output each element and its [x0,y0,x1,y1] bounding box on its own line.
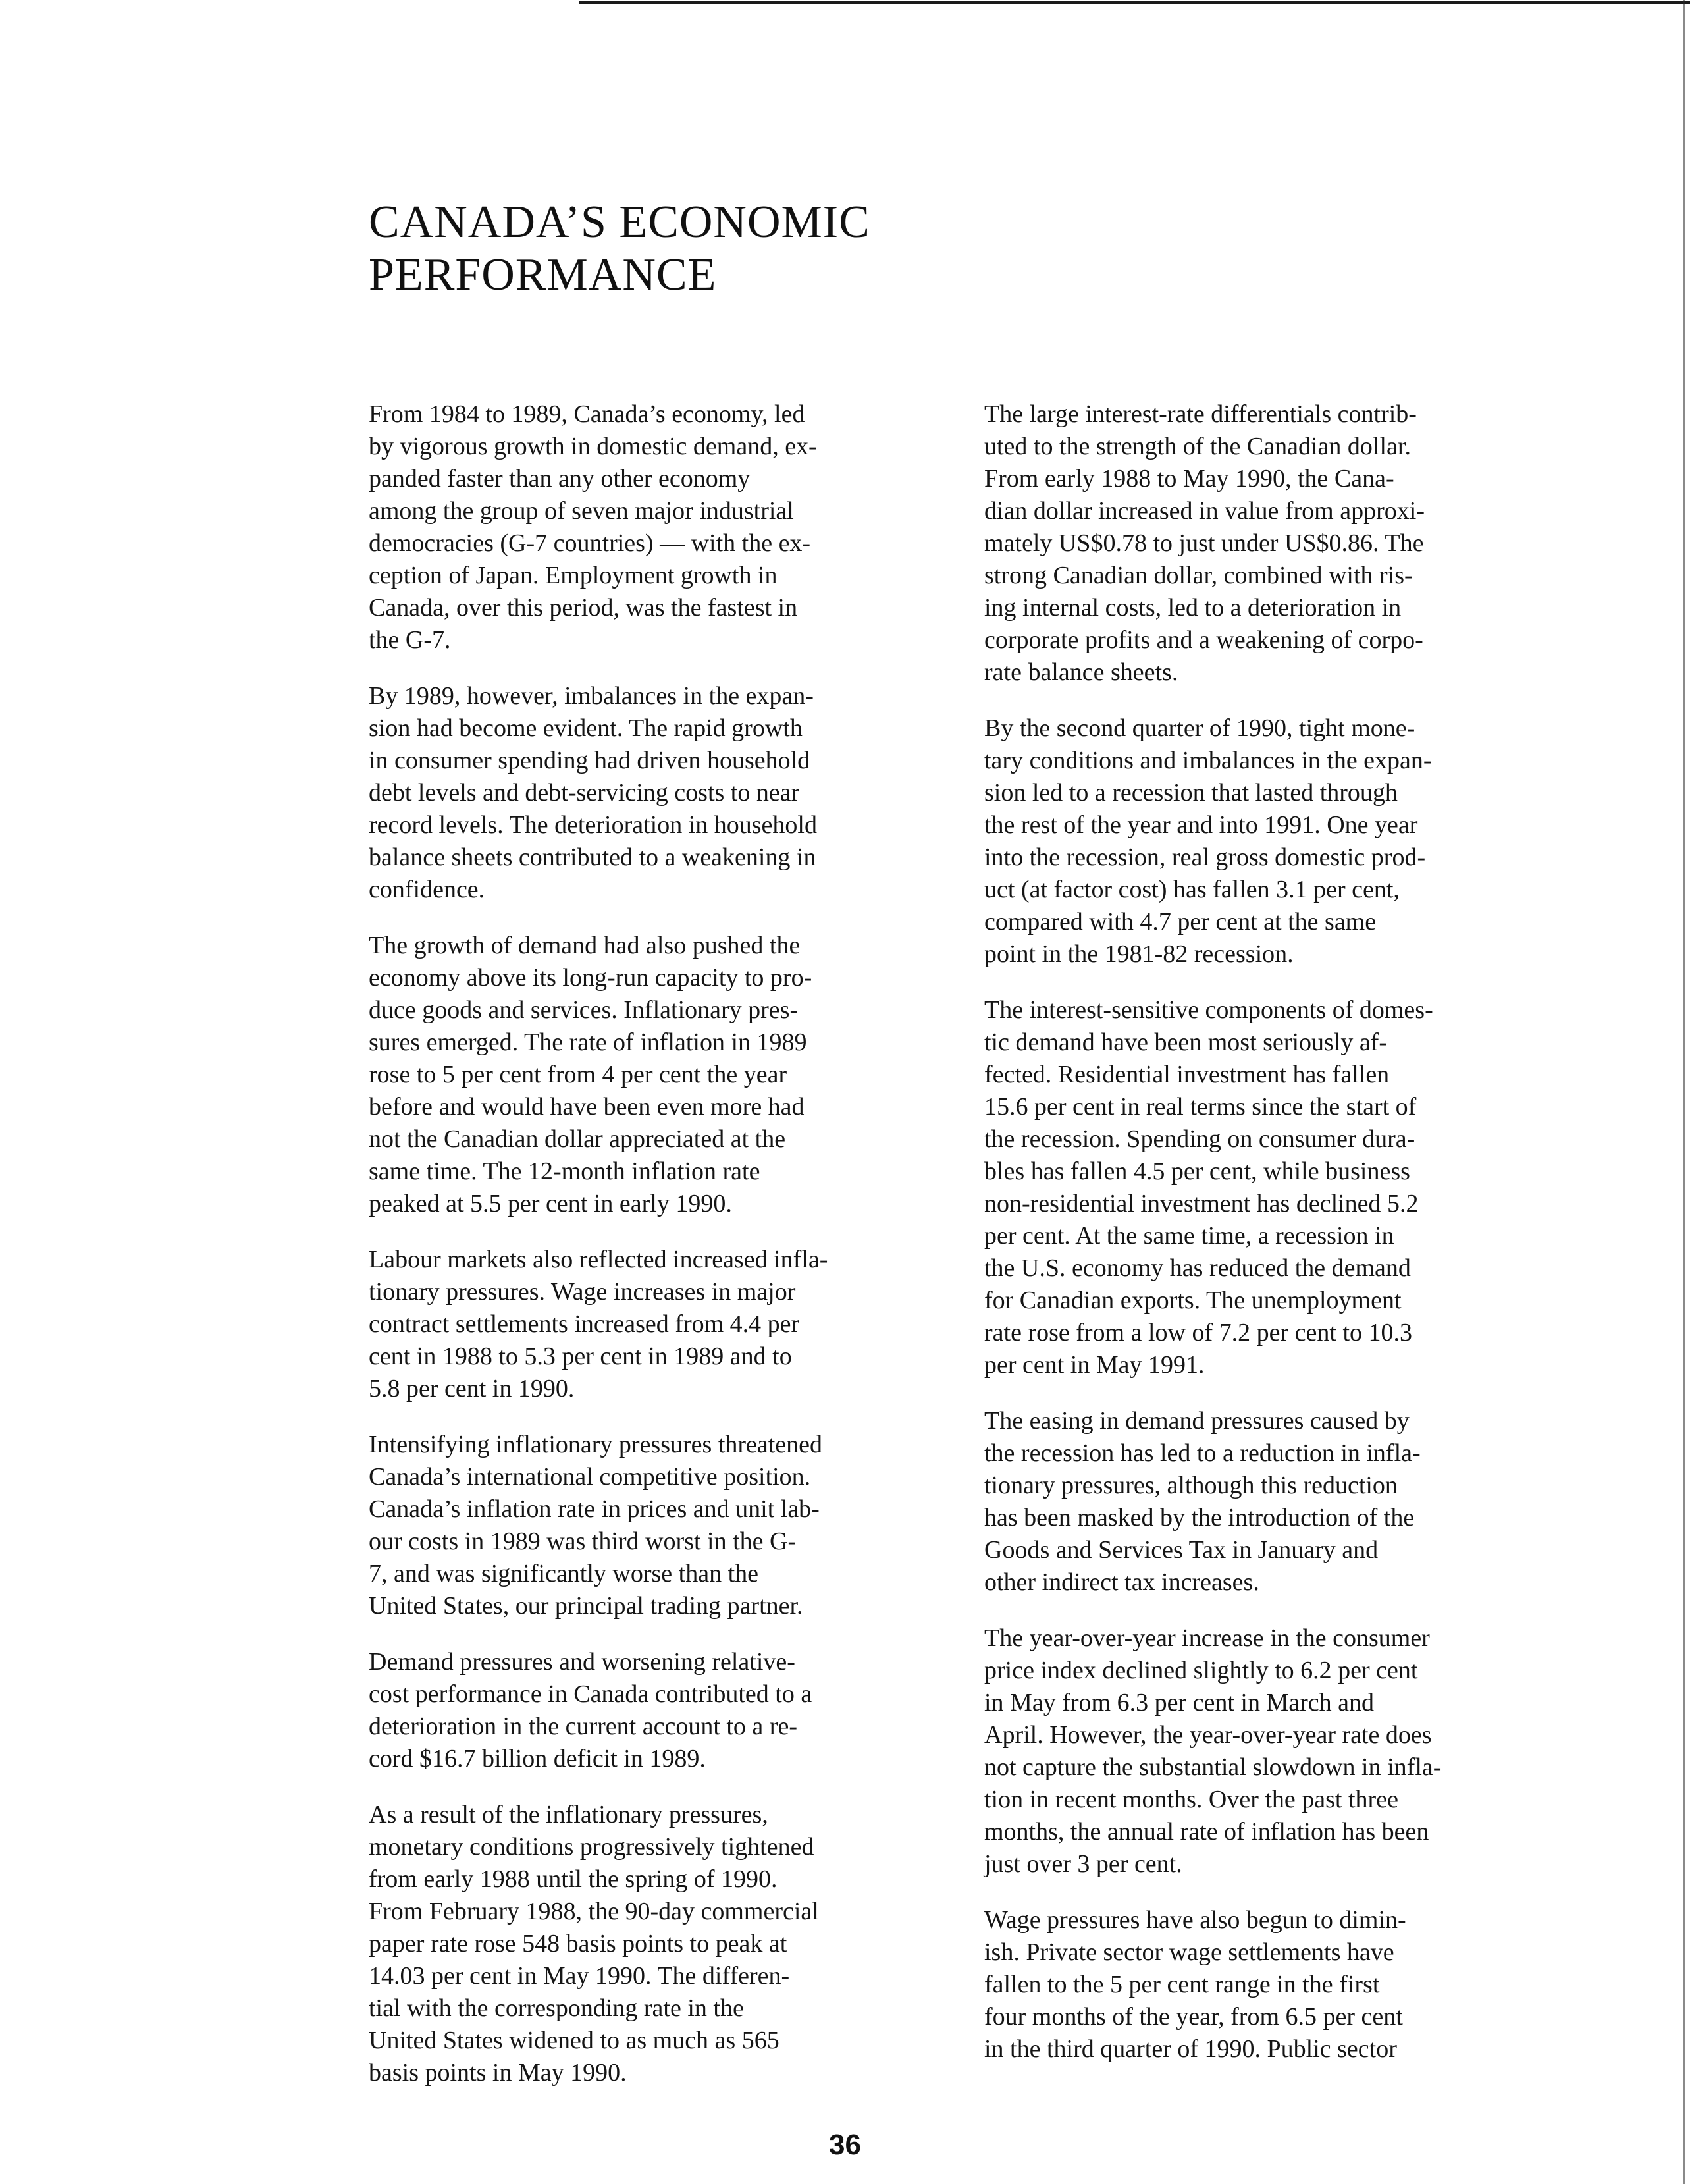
text-line: By the second quarter of 1990, tight mone- [984,714,1415,742]
text-line: uted to the strength of the Canadian dollar. [984,433,1411,460]
text-line: fallen to the 5 per cent range in the first [984,1971,1380,1998]
text-line: ish. Private sector wage settlements have [984,1938,1394,1966]
text-line: in May from 6.3 per cent in March and [984,1689,1374,1717]
text-line: the rest of the year and into 1991. One year [984,811,1418,839]
text-line: panded faster than any other economy [369,465,751,493]
text-line: by vigorous growth in domestic demand, ex- [369,433,817,460]
text-line: As a result of the inflationary pressures, [369,1801,768,1828]
body-paragraph [369,398,895,656]
text-line: rate rose from a low of 7.2 per cent to 10.3 [984,1319,1413,1346]
text-line: sion led to a recession that lasted through [984,779,1398,807]
text-line: mately US$0.78 to just under US$0.86. The [984,529,1424,557]
body-paragraph [369,1799,895,2089]
body-paragraph [369,930,895,1220]
text-line: basis points in May 1990. [369,2059,627,2087]
text-line: April. However, the year-over-year rate does [984,1721,1432,1749]
text-line: The growth of demand had also pushed the [369,932,801,959]
text-line: Wage pressures have also begun to dimin- [984,1906,1406,1934]
body-paragraph [984,398,1511,689]
text-line: United States widened to as much as 565 [369,2027,779,2054]
body-paragraph [984,1904,1511,2065]
text-line: paper rate rose 548 basis points to peak at [369,1930,787,1958]
text-line: just over 3 per cent. [984,1850,1182,1878]
left-column [369,398,895,2113]
text-line: strong Canadian dollar, combined with ris- [984,562,1413,589]
scan-right-edge [1683,0,1685,2184]
text-line: Canada’s inflation rate in prices and unit lab- [369,1495,820,1523]
text-line: debt levels and debt-servicing costs to near [369,779,800,807]
text-line: The interest-sensitive components of domes- [984,996,1433,1024]
text-line: 7, and was significantly worse than the [369,1560,759,1587]
text-line: into the recession, real gross domestic prod- [984,843,1426,871]
body-paragraph [984,1405,1511,1599]
text-line: From early 1988 to May 1990, the Cana- [984,465,1394,493]
text-line: not the Canadian dollar appreciated at the [369,1125,786,1153]
text-line: in consumer spending had driven household [369,747,810,774]
text-line: Canada’s international competitive position. [369,1463,811,1491]
text-line: economy above its long-run capacity to pro- [369,964,812,992]
text-line: deterioration in the current account to a re- [369,1713,797,1740]
scan-top-rule [579,1,1690,4]
text-line: not capture the substantial slowdown in infla- [984,1753,1442,1781]
text-line: price index declined slightly to 6.2 per cent [984,1657,1418,1684]
text-line: The large interest-rate differentials contrib- [984,400,1417,428]
text-line: has been masked by the introduction of the [984,1504,1415,1531]
text-line: dian dollar increased in value from approxi- [984,497,1425,525]
text-line: Labour markets also reflected increased infla- [369,1246,828,1273]
body-paragraph [369,1646,895,1775]
text-line: the recession. Spending on consumer dura- [984,1125,1415,1153]
text-line: From February 1988, the 90-day commercial [369,1898,819,1925]
text-line: months, the annual rate of inflation has been [984,1818,1429,1846]
body-paragraph [369,1429,895,1622]
text-line: bles has fallen 4.5 per cent, while business [984,1158,1410,1185]
body-paragraph [984,994,1511,1381]
text-line: cent in 1988 to 5.3 per cent in 1989 and to [369,1343,792,1370]
text-line: sures emerged. The rate of inflation in 1989 [369,1028,807,1056]
text-line: tial with the corresponding rate in the [369,1994,744,2022]
text-line: The easing in demand pressures caused by [984,1407,1410,1435]
text-line: sion had become evident. The rapid growth [369,714,803,742]
page-title [369,196,1159,302]
body-paragraph [369,680,895,906]
text-line: from early 1988 until the spring of 1990. [369,1865,778,1893]
text-line: point in the 1981-82 recession. [984,940,1294,968]
text-line: record levels. The deterioration in household [369,811,817,839]
text-line: for Canadian exports. The unemployment [984,1287,1402,1314]
text-line: 5.8 per cent in 1990. [369,1375,575,1402]
text-line: same time. The 12-month inflation rate [369,1158,760,1185]
text-line: in the third quarter of 1990. Public sector [984,2035,1397,2063]
text-line: By 1989, however, imbalances in the expan- [369,682,814,710]
text-line: per cent. At the same time, a recession in [984,1222,1394,1250]
text-line: our costs in 1989 was third worst in the G- [369,1528,797,1555]
page-number: 36 [829,2129,861,2161]
text-line: Intensifying inflationary pressures threatened [369,1431,823,1458]
body-paragraph [369,1244,895,1405]
text-line: among the group of seven major industrial [369,497,794,525]
text-line: compared with 4.7 per cent at the same [984,908,1377,936]
text-line: cord $16.7 billion deficit in 1989. [369,1745,706,1772]
text-line: The year-over-year increase in the consumer [984,1624,1430,1652]
page-title-line: PERFORMANCE [369,250,717,300]
text-line: tionary pressures, although this reduction [984,1472,1398,1499]
text-line: rate balance sheets. [984,658,1178,686]
text-line: fected. Residential investment has fallen [984,1061,1390,1088]
text-line: non-residential investment has declined 5.2 [984,1190,1419,1217]
text-line: other indirect tax increases. [984,1568,1259,1596]
page-title-line: CANADA’S ECONOMIC [369,197,870,248]
text-line: Goods and Services Tax in January and [984,1536,1379,1564]
right-column [984,398,1511,2089]
text-line: the U.S. economy has reduced the demand [984,1254,1411,1282]
text-line: tary conditions and imbalances in the expan- [984,747,1432,774]
text-line: Demand pressures and worsening relative- [369,1648,795,1676]
text-line: the recession has led to a reduction in infla- [984,1439,1421,1467]
text-line: Canada, over this period, was the fastest in [369,594,798,622]
text-line: democracies (G-7 countries) — with the ex- [369,529,811,557]
text-line: tionary pressures. Wage increases in major [369,1278,796,1306]
text-line: per cent in May 1991. [984,1351,1205,1379]
text-line: cost performance in Canada contributed to a [369,1680,812,1708]
text-line: 14.03 per cent in May 1990. The differen- [369,1962,790,1990]
text-line: tic demand have been most seriously af- [984,1028,1388,1056]
body-paragraph [984,712,1511,971]
text-line: balance sheets contributed to a weakening in [369,843,816,871]
text-line: corporate profits and a weakening of corpo- [984,626,1423,654]
text-line: before and would have been even more had [369,1093,805,1121]
text-line: From 1984 to 1989, Canada’s economy, led [369,400,805,428]
text-line: contract settlements increased from 4.4 per [369,1310,800,1338]
text-line: rose to 5 per cent from 4 per cent the year [369,1061,787,1088]
text-line: United States, our principal trading partner. [369,1592,803,1620]
text-line: tion in recent months. Over the past three [984,1786,1398,1813]
text-line: peaked at 5.5 per cent in early 1990. [369,1190,732,1217]
text-line: 15.6 per cent in real terms since the start of [984,1093,1417,1121]
text-line: four months of the year, from 6.5 per cent [984,2003,1403,2031]
text-line: confidence. [369,876,485,903]
text-line: monetary conditions progressively tightened [369,1833,814,1861]
text-line: ception of Japan. Employment growth in [369,562,778,589]
text-line: the G-7. [369,626,451,654]
text-line: duce goods and services. Inflationary pres- [369,996,799,1024]
body-paragraph [984,1622,1511,1880]
text-line: uct (at factor cost) has fallen 3.1 per cent, [984,876,1400,903]
text-line: ing internal costs, led to a deterioration in [984,594,1402,622]
